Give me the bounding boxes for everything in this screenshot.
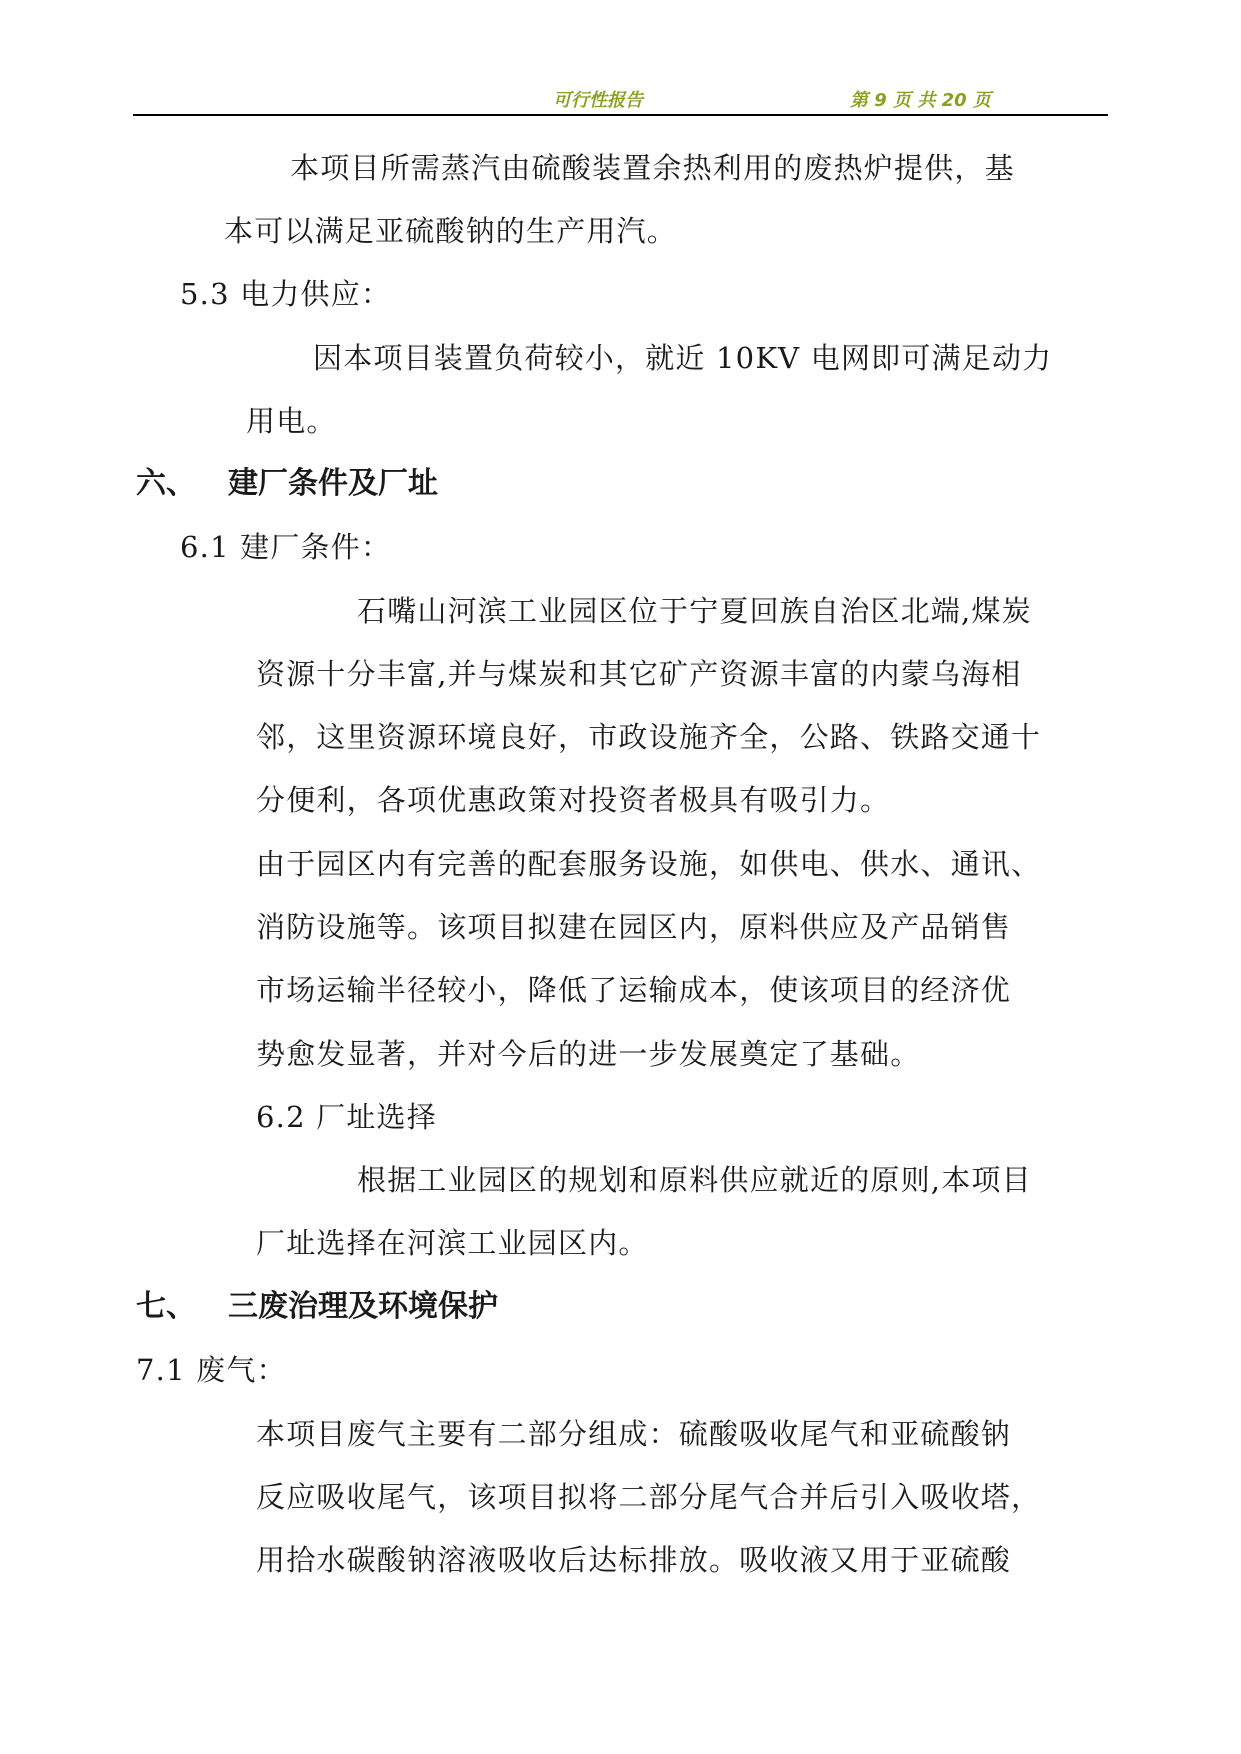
text-line: 用电。 bbox=[246, 404, 337, 438]
chapter-heading-6 bbox=[136, 464, 438, 504]
text-line: 势愈发显著，并对今后的进一步发展奠定了基础。 bbox=[256, 1037, 921, 1071]
text-line: 资源十分丰富,并与煤炭和其它矿产资源丰富的内蒙乌海相 bbox=[256, 657, 1022, 691]
text-line: 本项目废气主要有二部分组成：硫酸吸收尾气和亚硫酸钠 bbox=[256, 1417, 1012, 1451]
text-line: 因本项目装置负荷较小，就近 10KV 电网即可满足动力 bbox=[313, 341, 1053, 375]
text-line: 消防设施等。该项目拟建在园区内，原料供应及产品销售 bbox=[256, 910, 1012, 944]
text-line: 厂址选择在河滨工业园区内。 bbox=[256, 1226, 649, 1260]
chapter-heading-7 bbox=[136, 1287, 498, 1327]
chapter-title: 三废治理及环境保护 bbox=[228, 1289, 498, 1324]
header-doc-title: 可行性报告 bbox=[553, 90, 643, 111]
text-line: 用拾水碳酸钠溶液吸收后达标排放。吸收液又用于亚硫酸 bbox=[256, 1543, 1012, 1577]
header-page-info: 第 9 页 共 20 页 bbox=[850, 90, 991, 111]
text-line: 邻，这里资源环境良好，市政设施齐全，公路、铁路交通十 bbox=[256, 720, 1042, 754]
text-line: 市场运输半径较小，降低了运输成本，使该项目的经济优 bbox=[256, 973, 1012, 1007]
chapter-number: 七、 bbox=[136, 1289, 196, 1324]
section-heading-7-1: 7.1 废气： bbox=[136, 1353, 287, 1387]
section-heading-6-1: 6.1 建厂条件： bbox=[180, 530, 392, 564]
section-heading-6-2: 6.2 厂址选择 bbox=[256, 1100, 437, 1134]
text-line: 本项目所需蒸汽由硫酸装置余热利用的废热炉提供，基 bbox=[290, 151, 1015, 185]
section-heading-5-3: 5.3 电力供应： bbox=[180, 277, 392, 311]
text-line: 石嘴山河滨工业园区位于宁夏回族自治区北端,煤炭 bbox=[357, 594, 1032, 628]
text-line: 由于园区内有完善的配套服务设施，如供电、供水、通讯、 bbox=[256, 847, 1042, 881]
header-rule bbox=[133, 114, 1108, 116]
text-line: 本可以满足亚硫酸钠的生产用汽。 bbox=[224, 214, 678, 248]
text-line: 根据工业园区的规划和原料供应就近的原则,本项目 bbox=[357, 1163, 1032, 1197]
text-line: 分便利，各项优惠政策对投资者极具有吸引力。 bbox=[256, 783, 891, 817]
chapter-title: 建厂条件及厂址 bbox=[228, 466, 438, 501]
text-line: 反应吸收尾气，该项目拟将二部分尾气合并后引入吸收塔， bbox=[256, 1480, 1042, 1514]
chapter-number: 六、 bbox=[136, 466, 196, 501]
